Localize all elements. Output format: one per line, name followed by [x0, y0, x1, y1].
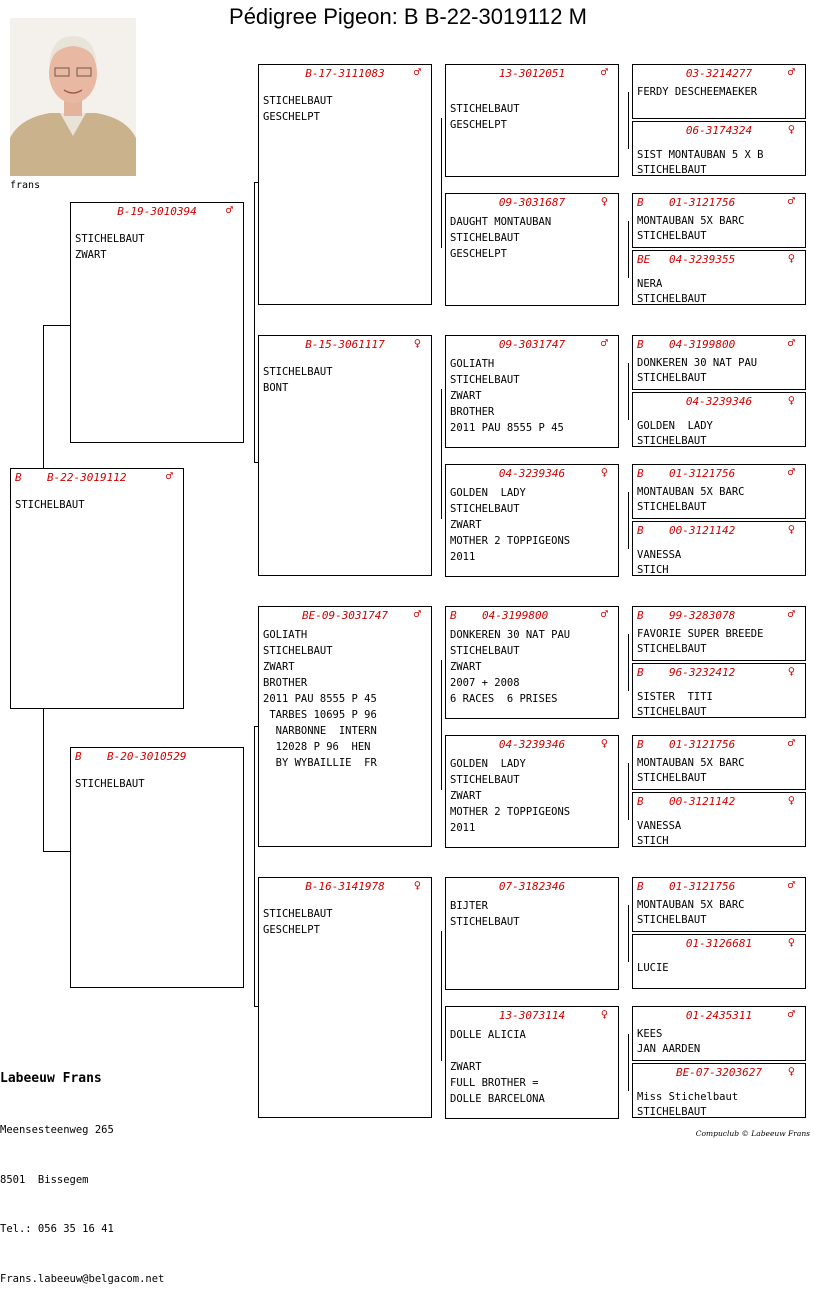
female-icon: ♀: [787, 1064, 795, 1078]
pigeon-card-ffm[interactable]: [445, 193, 619, 306]
pigeon-details: [637, 277, 803, 307]
pigeon-details: [637, 627, 803, 657]
ring-number: 03-3214277: [685, 67, 753, 80]
detail-line: ZWART: [450, 790, 482, 802]
detail-line: STICHELBAUT: [450, 503, 520, 515]
detail-line: STICHELBAUT: [637, 643, 707, 655]
detail-line: ZWART: [450, 661, 482, 673]
ring-number: B-20-3010529: [107, 750, 187, 763]
pigeon-card-mm[interactable]: [258, 877, 432, 1118]
male-icon: ♂: [165, 469, 173, 483]
pigeon-details: [450, 898, 616, 930]
detail-line: GOLIATH: [263, 629, 308, 641]
male-icon: ♂: [787, 336, 795, 350]
pigeon-card-g11[interactable]: [632, 735, 806, 790]
country-code: B: [450, 609, 457, 622]
detail-line: VANESSA: [637, 549, 682, 561]
male-icon: ♂: [600, 65, 608, 79]
detail-line: GOLIATH: [450, 358, 495, 370]
male-icon: ♂: [787, 607, 795, 621]
detail-line: STICHELBAUT: [263, 366, 333, 378]
male-icon: ♂: [787, 878, 795, 892]
detail-line: NARBONNE INTERN: [263, 725, 377, 737]
photo-caption: frans: [10, 180, 41, 191]
pigeon-card-g5[interactable]: [632, 335, 806, 390]
ring-number: 04-3239346: [498, 738, 566, 751]
male-icon: ♂: [600, 336, 608, 350]
country-code: B: [637, 880, 644, 893]
male-icon: ♂: [600, 607, 608, 621]
ring-number: 96-3232412: [669, 666, 736, 679]
detail-line: STICHELBAUT: [637, 772, 707, 784]
detail-line: STICHELBAUT: [637, 372, 707, 384]
ring-number: 13-3073114: [498, 1009, 566, 1022]
pigeon-card-g4[interactable]: [632, 250, 806, 305]
detail-line: MOTHER 2 TOPPIGEONS: [450, 806, 571, 818]
detail-line: BROTHER: [263, 677, 308, 689]
pigeon-details: [15, 497, 181, 513]
male-icon: ♂: [787, 1007, 795, 1021]
detail-line: STICHELBAUT: [637, 706, 707, 718]
ring-number: 00-3121142: [669, 795, 736, 808]
detail-line: STICHELBAUT: [263, 95, 333, 107]
pigeon-details: [450, 356, 616, 436]
pigeon-details: [450, 485, 616, 565]
pigeon-card-fm[interactable]: [258, 335, 432, 576]
connector: [43, 325, 70, 326]
pigeon-card-g13[interactable]: [632, 877, 806, 932]
detail-line: STICHELBAUT: [263, 908, 333, 920]
detail-line: STICHELBAUT: [637, 164, 707, 176]
owner-info: [0, 1036, 164, 1304]
detail-line: GESCHELPT: [450, 119, 507, 131]
detail-line: SIST MONTAUBAN 5 X B: [637, 149, 764, 161]
connector: [43, 325, 44, 468]
pigeon-card-g7[interactable]: [632, 464, 806, 519]
detail-line: DONKEREN 30 NAT PAU: [450, 629, 571, 641]
detail-line: STICHELBAUT: [450, 916, 520, 928]
connector: [628, 763, 629, 820]
female-icon: ♀: [787, 122, 795, 136]
pigeon-details: [637, 214, 803, 244]
connector: [628, 492, 629, 549]
owner-street: Meensesteenweg 265: [0, 1124, 114, 1136]
detail-line: 2011 PAU 8555 P 45: [450, 422, 564, 434]
ring-number: 04-3199800: [669, 338, 736, 351]
ring-number: B-17-3111083: [305, 67, 385, 80]
detail-line: STICHELBAUT: [637, 435, 707, 447]
pigeon-details: [637, 419, 803, 449]
female-icon: ♀: [600, 465, 608, 479]
ring-number: 09-3031687: [498, 196, 566, 209]
detail-line: MONTAUBAN 5X BARC: [637, 757, 745, 769]
detail-line: MONTAUBAN 5X BARC: [637, 486, 745, 498]
pigeon-card-sire[interactable]: [70, 202, 244, 443]
ring-number: BE-07-3203627: [675, 1066, 763, 1079]
pigeon-card-mmm[interactable]: [445, 1006, 619, 1119]
male-icon: ♂: [413, 607, 421, 621]
pigeon-card-g6[interactable]: [632, 392, 806, 447]
country-code: B: [637, 524, 644, 537]
detail-line: STICHELBAUT: [450, 374, 520, 386]
connector: [628, 905, 629, 962]
ring-number: 01-3121756: [669, 196, 736, 209]
pigeon-details: [637, 356, 803, 386]
detail-line: STICHELBAUT: [450, 103, 520, 115]
detail-line: ZWART: [450, 1061, 482, 1073]
connector: [628, 1034, 629, 1091]
pigeon-details: [637, 690, 803, 720]
owner-email[interactable]: Frans.labeeuw@belgacom.net: [0, 1272, 165, 1285]
detail-line: DAUGHT MONTAUBAN: [450, 216, 552, 228]
pigeon-details: [75, 776, 241, 792]
ring-number: 99-3283078: [669, 609, 736, 622]
ring-number: 01-3121756: [669, 880, 736, 893]
pigeon-details: [450, 101, 616, 133]
pigeon-details: [450, 627, 616, 707]
country-code: B: [637, 196, 644, 209]
detail-line: [450, 1043, 616, 1059]
detail-line: ZWART: [75, 249, 107, 261]
detail-line: GESCHELPT: [263, 111, 320, 123]
detail-line: GOLDEN LADY: [637, 420, 713, 432]
pigeon-card-g9[interactable]: [632, 606, 806, 661]
detail-line: STICHELBAUT: [637, 501, 707, 513]
country-code: B: [637, 338, 644, 351]
ring-number: 09-3031747: [498, 338, 566, 351]
connector: [43, 709, 44, 851]
pigeon-card-mfm[interactable]: [445, 735, 619, 848]
pigeon-card-g12[interactable]: [632, 792, 806, 847]
country-code: BE: [637, 253, 651, 266]
ring-number: 06-3174324: [685, 124, 753, 137]
detail-line: STICHELBAUT: [75, 778, 145, 790]
detail-line: MOTHER 2 TOPPIGEONS: [450, 535, 571, 547]
detail-line: DONKEREN 30 NAT PAU: [637, 357, 758, 369]
country-code: B: [637, 795, 644, 808]
pigeon-details: [263, 906, 429, 938]
male-icon: ♂: [787, 736, 795, 750]
female-icon: ♀: [787, 522, 795, 536]
detail-line: VANESSA: [637, 820, 682, 832]
ring-number: 01-3121756: [669, 738, 736, 751]
male-icon: ♂: [225, 203, 233, 217]
detail-line: 2011: [450, 551, 476, 563]
ring-number: 01-3126681: [685, 937, 753, 950]
female-icon: ♀: [600, 194, 608, 208]
detail-line: STICH: [637, 564, 669, 576]
pigeon-details: [450, 214, 616, 262]
pigeon-card-g1[interactable]: [632, 64, 806, 119]
detail-line: STICHELBAUT: [637, 914, 707, 926]
copyright: Compuclub © Labeeuw Frans: [695, 1129, 810, 1138]
pigeon-details: [637, 1027, 803, 1057]
pigeon-card-fmf[interactable]: [445, 335, 619, 448]
detail-line: NERA: [637, 278, 663, 290]
ring-number: 04-3239346: [685, 395, 753, 408]
female-icon: ♀: [413, 878, 421, 892]
pigeon-card-main[interactable]: [10, 468, 184, 709]
detail-line: STICHELBAUT: [450, 774, 520, 786]
connector: [254, 726, 255, 1006]
pigeon-details: [637, 148, 803, 178]
country-code: B: [637, 666, 644, 679]
detail-line: STICHELBAUT: [637, 293, 707, 305]
male-icon: ♂: [787, 194, 795, 208]
country-code: B: [637, 467, 644, 480]
ring-number: 04-3239355: [669, 253, 736, 266]
detail-line: MONTAUBAN 5X BARC: [637, 899, 745, 911]
connector: [441, 931, 442, 1061]
detail-line: BIJTER: [450, 900, 488, 912]
ring-number: B-22-3019112: [47, 471, 127, 484]
connector: [628, 92, 629, 149]
detail-line: ZWART: [450, 390, 482, 402]
pigeon-details: [450, 756, 616, 836]
detail-line: FULL BROTHER =: [450, 1077, 539, 1089]
detail-line: ZWART: [263, 661, 295, 673]
pigeon-details: [637, 1090, 803, 1120]
connector: [628, 221, 629, 278]
female-icon: ♀: [787, 793, 795, 807]
detail-line: STICHELBAUT: [637, 230, 707, 242]
detail-line: STICHELBAUT: [637, 1106, 707, 1118]
connector: [441, 118, 442, 248]
female-icon: ♀: [600, 736, 608, 750]
pigeon-details: [637, 485, 803, 515]
male-icon: ♂: [787, 465, 795, 479]
detail-line: GESCHELPT: [450, 248, 507, 260]
female-icon: ♀: [787, 393, 795, 407]
ring-number: B-15-3061117: [305, 338, 385, 351]
pigeon-card-g15[interactable]: [632, 1006, 806, 1061]
country-code: B: [15, 471, 22, 484]
detail-line: 2007 + 2008: [450, 677, 520, 689]
detail-line: STICHELBAUT: [15, 499, 85, 511]
pigeon-details: [263, 627, 429, 771]
pigeon-card-fff[interactable]: [445, 64, 619, 177]
detail-line: STICHELBAUT: [75, 233, 145, 245]
detail-line: GESCHELPT: [263, 924, 320, 936]
connector: [628, 634, 629, 691]
page-title: Pédigree Pigeon: B B-22-3019112 M: [229, 4, 587, 29]
detail-line: KEES: [637, 1028, 663, 1040]
detail-line: GOLDEN LADY: [450, 758, 526, 770]
detail-line: STICHELBAUT: [263, 645, 333, 657]
owner-photo: [10, 18, 136, 176]
connector: [441, 660, 442, 790]
owner-phone: Tel.: 056 35 16 41: [0, 1223, 114, 1235]
pigeon-card-mff[interactable]: [445, 606, 619, 719]
detail-line: SISTER TITI: [637, 691, 713, 703]
detail-line: 6 RACES 6 PRISES: [450, 693, 558, 705]
connector: [254, 182, 255, 462]
connector: [43, 851, 70, 852]
ring-number: 07-3182346: [498, 880, 566, 893]
ring-number: 13-3012051: [498, 67, 566, 80]
pigeon-card-g10[interactable]: [632, 663, 806, 718]
detail-line: 12028 P 96 HEN: [263, 741, 371, 753]
pigeon-card-g8[interactable]: [632, 521, 806, 576]
detail-line: FAVORIE SUPER BREEDE: [637, 628, 764, 640]
pigeon-details: [263, 364, 429, 396]
pigeon-card-ff[interactable]: [258, 64, 432, 305]
pigeon-card-mmf[interactable]: [445, 877, 619, 990]
pigeon-card-g2[interactable]: [632, 121, 806, 176]
female-icon: ♀: [787, 664, 795, 678]
ring-number: 04-3239346: [498, 467, 566, 480]
detail-line: 2011: [450, 822, 476, 834]
female-icon: ♀: [600, 1007, 608, 1021]
detail-line: STICH: [637, 835, 669, 847]
male-icon: ♂: [787, 65, 795, 79]
detail-line: 2011 PAU 8555 P 45: [263, 693, 377, 705]
connector: [628, 363, 629, 420]
male-icon: ♂: [413, 65, 421, 79]
detail-line: LUCIE: [637, 962, 669, 974]
ring-number: 01-2435311: [685, 1009, 753, 1022]
pigeon-card-g16[interactable]: [632, 1063, 806, 1118]
detail-line: MONTAUBAN 5X BARC: [637, 215, 745, 227]
female-icon: ♀: [413, 336, 421, 350]
detail-line: STICHELBAUT: [450, 232, 520, 244]
detail-line: DOLLE BARCELONA: [450, 1093, 545, 1105]
ring-number: BE-09-3031747: [301, 609, 389, 622]
pigeon-card-mf[interactable]: [258, 606, 432, 847]
pigeon-card-g14[interactable]: [632, 934, 806, 989]
country-code: B: [637, 738, 644, 751]
pigeon-card-dam[interactable]: [70, 747, 244, 988]
pigeon-details: [450, 1027, 616, 1107]
country-code: B: [637, 609, 644, 622]
pigeon-card-fmm[interactable]: [445, 464, 619, 577]
detail-line: DOLLE ALICIA: [450, 1029, 526, 1041]
pigeon-details: [637, 961, 803, 976]
pigeon-details: [263, 93, 429, 125]
connector: [441, 389, 442, 519]
detail-line: BY WYBAILLIE FR: [263, 757, 377, 769]
owner-name: Labeeuw Frans: [0, 1071, 102, 1086]
female-icon: ♀: [787, 935, 795, 949]
pigeon-details: [637, 756, 803, 786]
pigeon-details: [637, 819, 803, 849]
pigeon-details: [637, 85, 803, 100]
owner-city: 8501 Bissegem: [0, 1173, 89, 1186]
detail-line: GOLDEN LADY: [450, 487, 526, 499]
detail-line: FERDY DESCHEEMAEKER: [637, 86, 758, 98]
detail-line: TARBES 10695 P 96: [263, 709, 377, 721]
detail-line: BROTHER: [450, 406, 495, 418]
pigeon-details: [75, 231, 241, 263]
country-code: B: [75, 750, 82, 763]
detail-line: ZWART: [450, 519, 482, 531]
ring-number: 01-3121756: [669, 467, 736, 480]
ring-number: 04-3199800: [482, 609, 549, 622]
pigeon-details: [637, 898, 803, 928]
ring-number: B-16-3141978: [305, 880, 385, 893]
female-icon: ♀: [787, 251, 795, 265]
pigeon-details: [637, 548, 803, 578]
detail-line: Miss Stichelbaut: [637, 1091, 739, 1103]
ring-number: B-19-3010394: [117, 205, 197, 218]
pigeon-card-g3[interactable]: [632, 193, 806, 248]
detail-line: STICHELBAUT: [450, 645, 520, 657]
detail-line: JAN AARDEN: [637, 1043, 701, 1055]
detail-line: BONT: [263, 382, 289, 394]
ring-number: 00-3121142: [669, 524, 736, 537]
